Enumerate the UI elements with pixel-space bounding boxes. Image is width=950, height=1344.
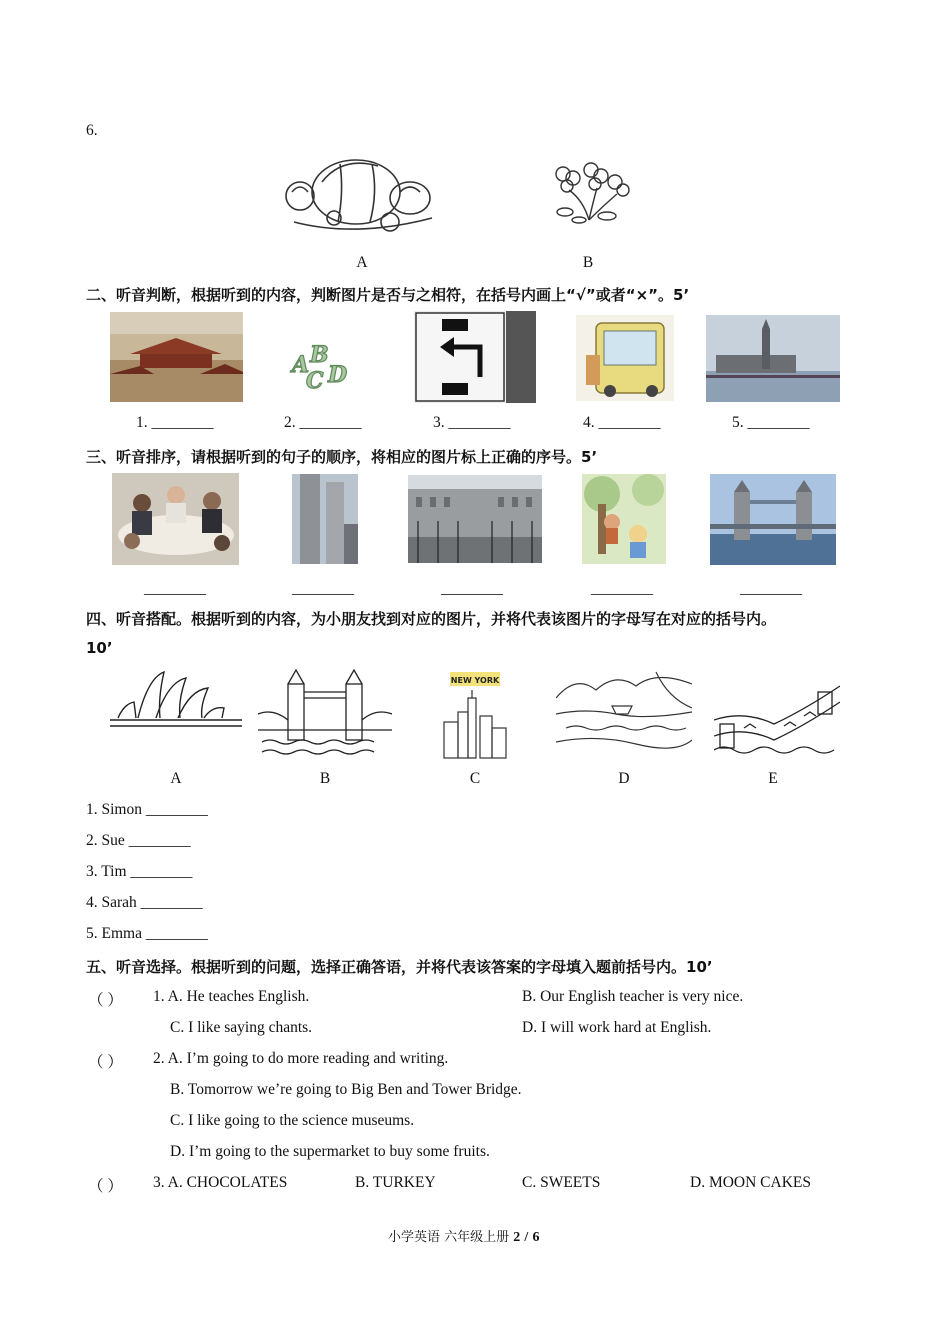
option-label: E — [768, 770, 778, 787]
choice-option: D. MOON CAKES — [690, 1174, 811, 1191]
choice-option: C. SWEETS — [522, 1174, 601, 1191]
footer-total-pages: 6 — [532, 1230, 540, 1245]
answer-blank[interactable]: 1. ________ — [136, 414, 214, 431]
bus-image — [576, 315, 674, 401]
matching-item[interactable]: 1. Simon ________ — [86, 801, 208, 818]
page-footer — [388, 1226, 539, 1246]
turn-left-sign-image — [414, 311, 536, 403]
matching-item[interactable]: 5. Emma ________ — [86, 925, 208, 942]
great-wall-sketch — [714, 680, 840, 758]
option-label: B — [582, 254, 594, 271]
option-label: D — [618, 770, 630, 787]
peanut-plant-image — [543, 160, 633, 228]
choice-option: D. I’m going to the supermarket to buy some fruits. — [170, 1143, 490, 1160]
option-label: B — [319, 770, 331, 787]
sydney-opera-house-sketch — [108, 668, 244, 732]
answer-bracket[interactable]: （ ） — [88, 992, 123, 1009]
answer-blank[interactable]: 2. ________ — [284, 414, 362, 431]
answer-blank[interactable]: ________ — [441, 580, 503, 597]
option-label: C — [469, 770, 481, 787]
answer-blank[interactable]: ________ — [144, 580, 206, 597]
choice-option: B. Tomorrow we’re going to Big Ben and Tower Bridge. — [170, 1081, 522, 1098]
answer-blank[interactable]: ________ — [292, 580, 354, 597]
abcd-letters-image — [288, 342, 358, 392]
svg-text:A: A — [292, 352, 310, 378]
new-york-sketch — [438, 668, 512, 760]
answer-blank[interactable]: ________ — [591, 580, 653, 597]
question-number: 6. — [86, 122, 98, 139]
choice-option: C. I like saying chants. — [170, 1019, 313, 1036]
svg-text:B: B — [310, 342, 329, 368]
choice-option: D. I will work hard at English. — [522, 1019, 712, 1036]
matching-item[interactable]: 2. Sue ________ — [86, 832, 191, 849]
landscape-river-sketch — [556, 668, 692, 754]
section-heading: 五、听音选择。根据听到的问题，选择正确答语，并将代表该答案的字母填入题前括号内。10’ — [86, 958, 713, 976]
answer-blank[interactable]: 4. ________ — [583, 414, 661, 431]
matching-item[interactable]: 3. Tim ________ — [86, 863, 193, 880]
choice-option: B. TURKEY — [355, 1174, 436, 1191]
choice-option: 1. A. He teaches English. — [153, 988, 310, 1005]
twin-towers-photo — [292, 474, 358, 564]
choice-option: B. Our English teacher is very nice. — [522, 988, 744, 1005]
choice-option: C. I like going to the science museums. — [170, 1112, 415, 1129]
tower-bridge-sketch — [258, 664, 392, 760]
footer-course: 小学英语 六年级上册 — [388, 1230, 510, 1245]
answer-bracket[interactable]: （ ） — [88, 1178, 123, 1195]
answer-bracket[interactable]: （ ） — [88, 1054, 123, 1071]
choice-option: 3. A. CHOCOLATES — [153, 1174, 288, 1191]
footer-page-number: 2 — [513, 1230, 521, 1245]
footer-separator: / — [524, 1230, 529, 1245]
monkeys-cartoon-image — [582, 474, 666, 564]
matching-item[interactable]: 4. Sarah ________ — [86, 894, 203, 911]
answer-blank[interactable]: 3. ________ — [433, 414, 511, 431]
section-heading: 二、听音判断，根据听到的内容，判断图片是否与之相符，在括号内画上“√”或者“×”。5’ — [86, 286, 690, 304]
section-points: 10’ — [86, 639, 113, 657]
choice-option: 2. A. I’m going to do more reading and writing. — [153, 1050, 449, 1067]
option-label: A — [170, 770, 182, 787]
tower-bridge-photo — [710, 474, 836, 565]
turkey-dinner-image — [282, 152, 442, 238]
buckingham-palace-photo — [408, 475, 542, 563]
option-label: A — [356, 254, 368, 271]
svg-text:C: C — [306, 368, 324, 392]
forbidden-city-photo — [110, 312, 243, 402]
answer-blank[interactable]: 5. ________ — [732, 414, 810, 431]
section-heading: 三、听音排序，请根据听到的句子的顺序，将相应的图片标上正确的序号。5’ — [86, 448, 598, 466]
answer-blank[interactable]: ________ — [740, 580, 802, 597]
dinner-party-photo — [112, 473, 239, 565]
new-york-text: NEW YORK — [450, 676, 500, 685]
big-ben-photo — [706, 315, 840, 402]
svg-text:D: D — [328, 362, 348, 388]
section-heading: 四、听音搭配。根据听到的内容，为小朋友找到对应的图片，并将代表该图片的字母写在对应的括号内。 — [86, 610, 777, 628]
